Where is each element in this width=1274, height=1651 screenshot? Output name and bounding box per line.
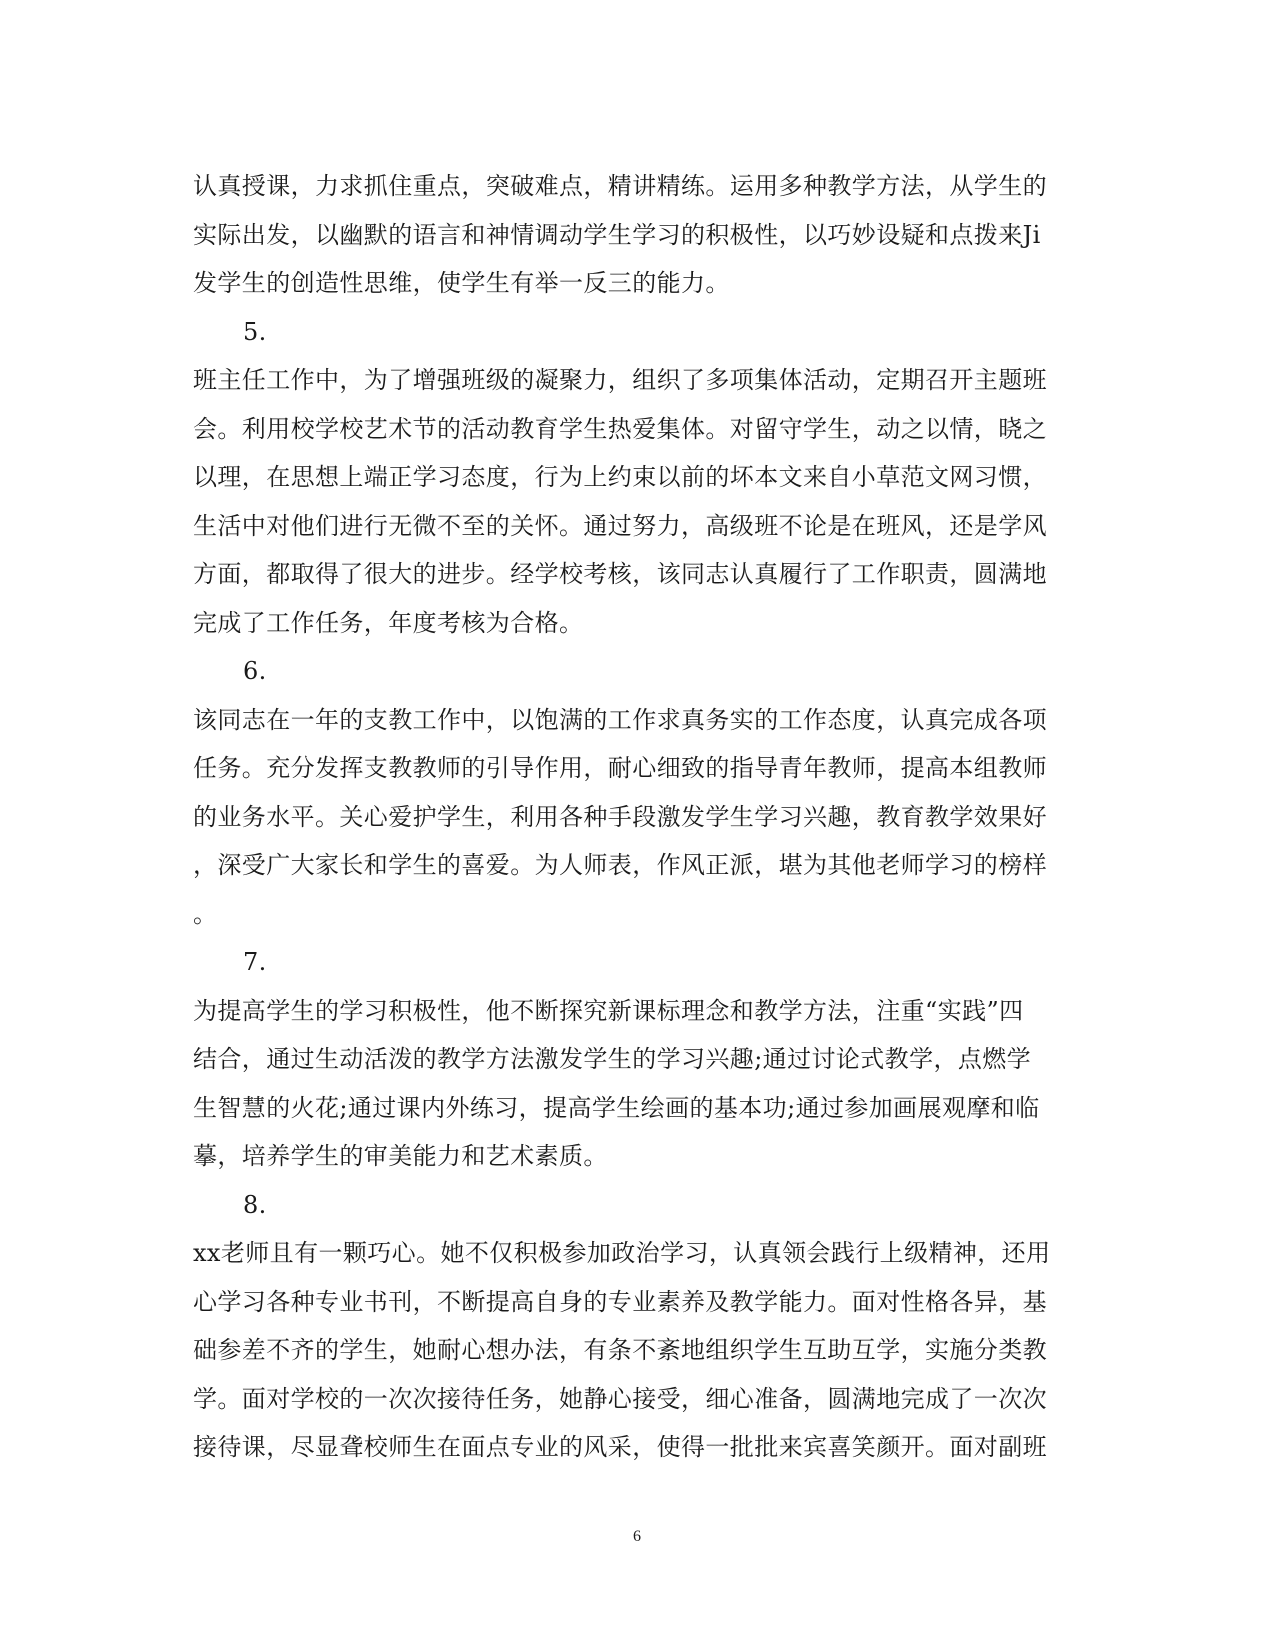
item-number: 7.	[243, 948, 267, 976]
text-line: 学。面对学校的一次次接待任务，她静心接受，细心准备，圆满地完成了一次次	[193, 1384, 1047, 1413]
item-number: 8.	[243, 1190, 267, 1219]
item-number: 5.	[243, 317, 267, 346]
text-line: 接待课，尽显聋校师生在面点专业的风采，使得一批批来宾喜笑颜开。面对副班	[193, 1433, 1047, 1461]
text-line: 任务。充分发挥支教教师的引导作用，耐心细致的指导青年教师，提高本组教师	[193, 754, 1047, 782]
text-line: 以理，在思想上端正学习态度，行为上约束以前的坏本文来自小草范文网习惯，	[193, 463, 1047, 491]
text-line: 为提高学生的学习积极性，他不断探究新课标理念和教学方法，注重“实践”四	[193, 996, 1024, 1025]
document-body	[193, 162, 1073, 1472]
text-line: 完成了工作任务，年度考核为合格。	[193, 608, 584, 637]
text-line: 。	[193, 899, 218, 928]
text-line: 心学习各种专业书刊，不断提高自身的专业素养及教学能力。面对性格各异，基	[193, 1287, 1047, 1316]
page-number: 6	[633, 1528, 641, 1545]
text-line: 方面，都取得了很大的进步。经学校考核，该同志认真履行了工作职责，圆满地	[193, 560, 1047, 588]
text-line: 生活中对他们进行无微不至的关怀。通过努力，高级班不论是在班风，还是学风	[193, 511, 1047, 540]
text-line: 摹，培养学生的审美能力和艺术素质。	[193, 1142, 608, 1170]
text-line: 发学生的创造性思维，使学生有举一反三的能力。	[193, 269, 730, 297]
text-line: 会。利用校学校艺术节的活动教育学生热爱集体。对留守学生，动之以情，晓之	[193, 414, 1047, 443]
text-line: 结合，通过生动活泼的教学方法激发学生的学习兴趣;通过讨论式教学，点燃学	[193, 1045, 1032, 1073]
text-line: ，深受广大家长和学生的喜爱。为人师表，作风正派，堪为其他老师学习的榜样	[193, 851, 1047, 879]
item-number: 6.	[243, 657, 267, 685]
text-line: 础参差不齐的学生，她耐心想办法，有条不紊地组织学生互助互学，实施分类教	[193, 1336, 1047, 1364]
text-line: 班主任工作中，为了增强班级的凝聚力，组织了多项集体活动，定期召开主题班	[193, 366, 1047, 394]
text-line: xx老师且有一颗巧心。她不仅积极参加政治学习，认真领会践行上级精神，还用	[193, 1239, 1051, 1267]
text-line: 该同志在一年的支教工作中，以饱满的工作求真务实的工作态度，认真完成各项	[193, 705, 1047, 734]
text-line: 的业务水平。关心爱护学生，利用各种手段激发学生学习兴趣，教育教学效果好	[193, 802, 1047, 831]
text-line: 认真授课，力求抓住重点，突破难点，精讲精练。运用多种教学方法，从学生的	[193, 172, 1047, 200]
text-line: 实际出发，以幽默的语言和神情调动学生学习的积极性，以巧妙设疑和点拨来Ji	[193, 220, 1041, 249]
text-line: 生智慧的火花;通过课内外练习，提高学生绘画的基本功;通过参加画展观摩和临	[193, 1093, 1040, 1122]
